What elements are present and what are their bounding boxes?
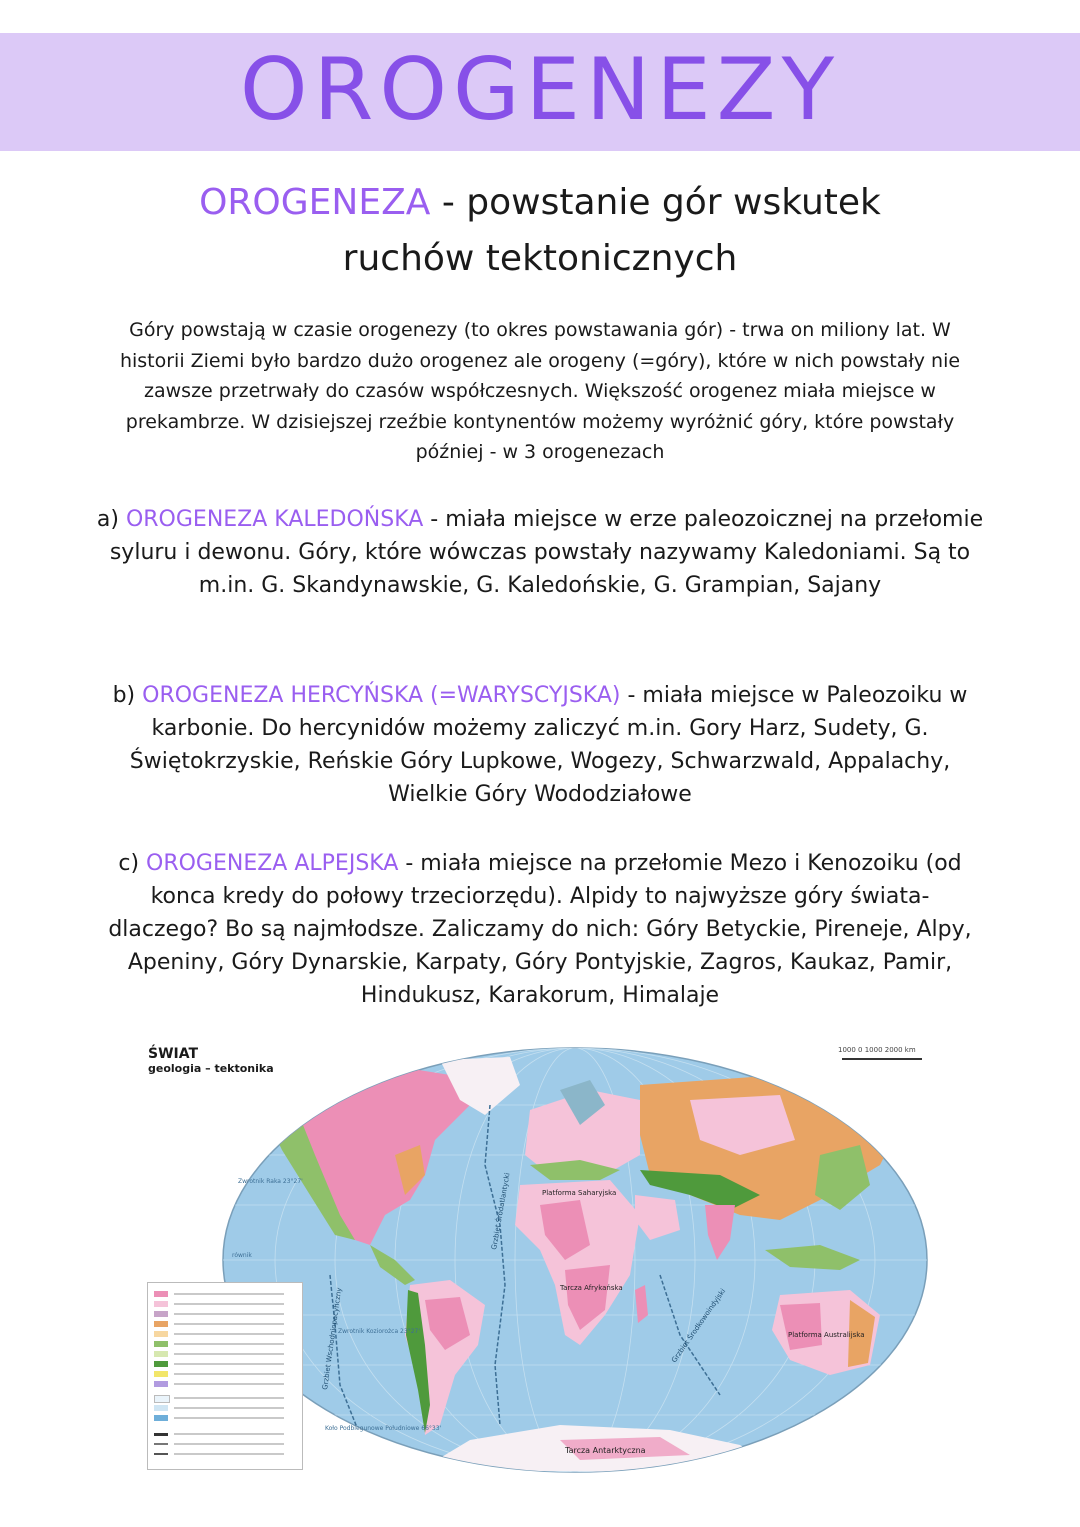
legend-text [174,1363,284,1365]
label-equator: równik [232,1252,252,1259]
label-cancer: Zwrotnik Raka 23°27' [238,1178,303,1185]
legend-text [174,1383,284,1385]
legend-row [154,1311,294,1317]
legend-row [154,1371,294,1377]
definition-term: OROGENEZA [199,182,431,223]
section-text: - miała miejsce w Paleozoiku w karbonie. Do hercynidów możemy zaliczyć m.in. Gory Harz, Sudety, G. Świętokrzyskie, Reńskie Góry Lupkowe, Wogezy, Schwarzwald, Appalachy, Wielkie Góry Wododziałowe [129,683,968,807]
map-legend [147,1282,303,1470]
legend-text [174,1353,284,1355]
legend-row [154,1301,294,1307]
legend-text [174,1373,284,1375]
legend-row [154,1331,294,1337]
legend-swatch [154,1331,168,1337]
section-caledonian [95,503,985,602]
legend-row [154,1351,294,1357]
label-pacific-rise: Grzbiet Wschodniopacyficzny [321,1287,344,1391]
label-capricorn: Zwrotnik Koziorożca 23°27' [338,1328,420,1335]
legend-text [174,1433,284,1435]
legend-row [154,1451,294,1457]
definition-text-1: - powstanie gór wskutek [430,182,881,223]
legend-swatch [154,1395,170,1403]
legend-swatch [154,1453,168,1455]
definition [120,175,960,287]
legend-text [174,1333,284,1335]
section-name: OROGENEZA ALPEJSKA [146,851,399,876]
section-hercynian [95,679,985,811]
legend-row [154,1341,294,1347]
label-antarctica: Tarcza Antarktyczna [565,1446,646,1455]
legend-text [174,1407,284,1409]
legend-row [154,1405,294,1411]
legend-row [154,1381,294,1387]
legend-row [154,1431,294,1437]
label-africa: Tarcza Afrykańska [560,1284,623,1292]
legend-text [174,1293,284,1295]
definition-text-2: ruchów tektonicznych [342,238,738,279]
legend-text [174,1417,284,1419]
section-text: - miała miejsce w erze paleozoicznej na przełomie syluru i dewonu. Góry, które wówczas powstały nazywamy Kaledoniami. Są to m.in. G. Skandynawskie, G. Kaledońskie, G. Grampian, Sajany [109,507,984,598]
map-scale-label: 1000 0 1000 2000 km [838,1046,916,1054]
map-subtitle: geologia – tektonika [148,1062,274,1075]
map-scale-bar [842,1058,922,1060]
legend-swatch [154,1443,168,1445]
legend-row [154,1321,294,1327]
legend-row [154,1291,294,1297]
section-name: OROGENEZA KALEDOŃSKA [125,507,424,532]
label-atlantic-ridge: Grzbiet Śródatlantycki [490,1172,512,1251]
legend-row [154,1415,294,1421]
legend-swatch [154,1405,168,1411]
legend-swatch [154,1433,168,1436]
legend-row [154,1361,294,1367]
section-name: OROGENEZA HERCYŃSKA (=WARYSCYJSKA) [142,683,621,708]
legend-swatch [154,1351,168,1357]
legend-row [154,1395,294,1401]
legend-swatch [154,1311,168,1317]
map-title-block [148,1046,274,1076]
legend-swatch [154,1341,168,1347]
section-letter: a) [96,507,126,532]
section-text: - miała miejsce na przełomie Mezo i Kenozoiku (od konca kredy do połowy trzeciorzędu). Alpidy to najwyższe góry świata- dlaczego? Bo są najmłodsze. Zaliczamy do nich: Góry Betyckie, Pireneje, Alpy, Apeniny, Góry Dynarskie, Karpaty, Góry Pontyjskie, Zagros, Kaukaz, Pamir, Hindukusz, Karakorum, Himalaje [108,851,972,1008]
legend-swatch [154,1371,168,1377]
section-alpine [95,847,985,1012]
legend-swatch [154,1361,168,1367]
label-north-africa: Platforma Saharyjska [542,1189,617,1197]
legend-text [174,1397,284,1399]
legend-text [174,1343,284,1345]
legend-swatch [154,1381,168,1387]
label-australia: Platforma Australijska [788,1331,865,1339]
legend-text [174,1453,284,1455]
world-tectonic-map [220,1045,930,1475]
legend-swatch [154,1321,168,1327]
label-antarctic-circle: Koło Podbiegunowe Południowe 66°33' [325,1425,442,1432]
page-title: OROGENEZY [239,40,841,140]
legend-swatch [154,1291,168,1297]
intro-paragraph: Góry powstają w czasie orogenezy (to okres powstawania gór) - trwa on miliony lat. W historii Ziemi było bardzo dużo orogenez ale orogeny (=góry), które w nich powstały nie zawsze przetrwały do czasów współczesnych. Większość orogenez miała miejsce w prekambrze. W dzisiejszej rzeźbie kontynentów możemy wyróżnić góry, które powstały później - w 3 orogenezach [119,319,961,463]
map-title: ŚWIAT [148,1046,199,1062]
legend-swatch [154,1301,168,1307]
legend-swatch [154,1415,168,1421]
section-letter: c) [118,851,147,876]
legend-text [174,1313,284,1315]
legend-text [174,1303,284,1305]
label-indian-ridge: Grzbiet Środkowoindyjski [670,1287,728,1365]
section-letter: b) [112,683,143,708]
legend-row [154,1441,294,1447]
legend-text [174,1443,284,1445]
legend-text [174,1323,284,1325]
